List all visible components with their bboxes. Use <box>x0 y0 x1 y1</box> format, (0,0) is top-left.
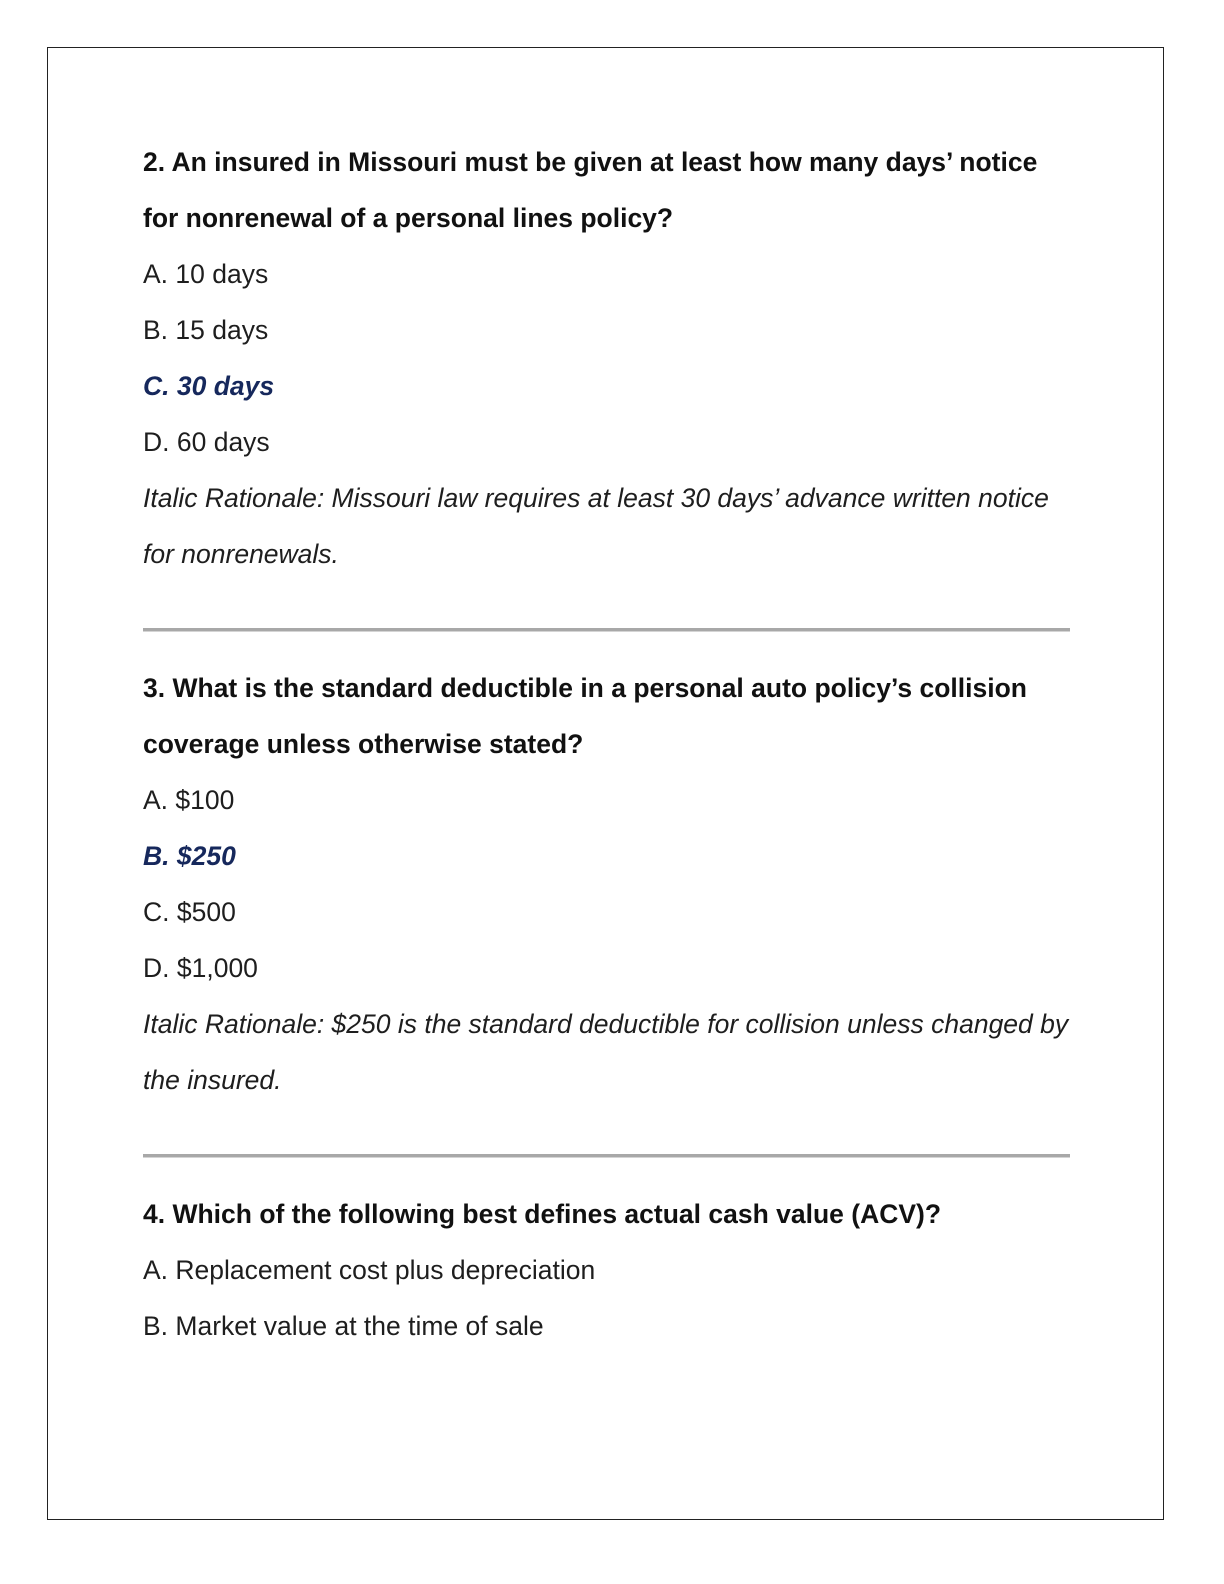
question-text: 2. An insured in Missouri must be given at least how many days’ notice for nonrenewal of a personal lines policy? <box>143 147 1038 233</box>
answer-option-a: A. 10 days <box>143 259 269 289</box>
rationale-text: Italic Rationale: $250 is the standard deductible for collision unless changed by the insured. <box>143 1009 1069 1095</box>
question-block-4 <box>143 1186 1073 1354</box>
answer-option-c: C. $500 <box>143 897 236 927</box>
section-divider <box>143 1154 1070 1158</box>
answer-option-b: B. 15 days <box>143 315 269 345</box>
question-text: 3. What is the standard deductible in a personal auto policy’s collision coverage unless otherwise stated? <box>143 673 1027 759</box>
answer-option-b: B. Market value at the time of sale <box>143 1311 544 1341</box>
rationale-text: Italic Rationale: Missouri law requires at least 30 days’ advance written notice for nonrenewals. <box>143 483 1049 569</box>
answer-option-d: D. 60 days <box>143 427 270 457</box>
answer-option-a: A. $100 <box>143 785 235 815</box>
answer-option-c-correct: C. 30 days <box>143 371 275 401</box>
answer-option-d: D. $1,000 <box>143 953 258 983</box>
answer-option-a: A. Replacement cost plus depreciation <box>143 1255 596 1285</box>
quiz-content <box>143 134 1073 1354</box>
answer-option-b-correct: B. $250 <box>143 841 236 871</box>
question-block-3 <box>143 660 1073 1108</box>
question-text: 4. Which of the following best defines actual cash value (ACV)? <box>143 1199 942 1229</box>
question-block-2 <box>143 134 1073 582</box>
section-divider <box>143 628 1070 632</box>
